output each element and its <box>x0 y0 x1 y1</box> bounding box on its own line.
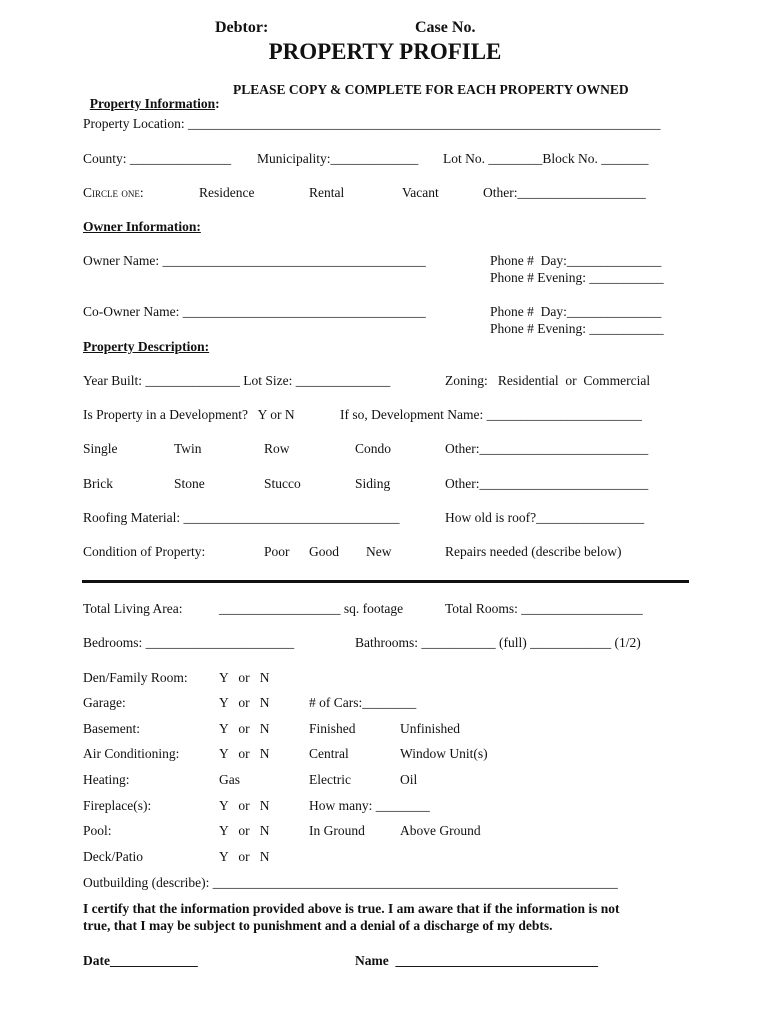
feature-label: Garage: <box>83 695 126 710</box>
date-field[interactable]: Date_____________ <box>83 953 198 968</box>
other-use-field[interactable]: Other:___________________ <box>483 185 646 200</box>
feature-yes-no[interactable]: Y or N <box>219 849 270 864</box>
municipality-field[interactable]: Municipality:_____________ <box>257 151 419 166</box>
certification-line-2: true, that I may be subject to punishment and a denial of a discharge of my debts. <box>83 918 553 933</box>
basement-finished[interactable]: Finished <box>309 721 356 736</box>
feature-label: Basement: <box>83 721 140 736</box>
condition-poor[interactable]: Poor <box>264 544 290 559</box>
material-stone[interactable]: Stone <box>174 476 205 491</box>
pool-in-ground[interactable]: In Ground <box>309 823 365 838</box>
property-information-row <box>83 83 220 110</box>
feature-label: Deck/Patio <box>83 849 143 864</box>
circle-one-label: Circle one: <box>83 185 144 200</box>
type-condo[interactable]: Condo <box>355 441 392 456</box>
heating-oil[interactable]: Oil <box>400 772 418 787</box>
feature-yes-no[interactable]: Y or N <box>219 823 270 838</box>
feature-label: Fireplace(s): <box>83 798 152 813</box>
feature-label: Heating: <box>83 772 130 787</box>
condition-label: Condition of Property: <box>83 544 206 559</box>
certification-line-1: I certify that the information provided above is true. I am aware that if the information is not <box>83 901 620 916</box>
owner-name-field[interactable]: Owner Name: _______________________________________ <box>83 253 426 268</box>
property-location-field[interactable]: Property Location: ______________________________________________________________________ <box>83 116 661 131</box>
roofing-material-field[interactable]: Roofing Material: ________________________________ <box>83 510 400 525</box>
heating-gas[interactable]: Gas <box>219 772 240 787</box>
case-number-label: Case No. <box>415 19 476 36</box>
fireplace-count-field[interactable]: How many: ________ <box>309 798 430 813</box>
feature-label: Pool: <box>83 823 112 838</box>
development-name-field[interactable]: If so, Development Name: _______________________ <box>340 407 642 422</box>
debtor-label: Debtor: <box>215 19 269 36</box>
material-other-field[interactable]: Other:_________________________ <box>445 476 649 491</box>
page-title: PROPERTY PROFILE <box>268 39 502 64</box>
feature-label: Den/Family Room: <box>83 670 188 685</box>
county-field[interactable]: County: _______________ <box>83 151 232 166</box>
bathrooms-field[interactable]: Bathrooms: ___________ (full) ____________ (1/2) <box>355 635 641 650</box>
type-single[interactable]: Single <box>83 441 118 456</box>
lot-block-field[interactable]: Lot No. ________Block No. _______ <box>443 151 649 166</box>
bedrooms-field[interactable]: Bedrooms: ______________________ <box>83 635 295 650</box>
copy-instruction: PLEASE COPY & COMPLETE FOR EACH PROPERTY OWNED <box>233 82 629 97</box>
heating-electric[interactable]: Electric <box>309 772 351 787</box>
type-other-field[interactable]: Other:_________________________ <box>445 441 649 456</box>
option-vacant[interactable]: Vacant <box>402 185 439 200</box>
year-built-lot-size-field[interactable]: Year Built: ______________ Lot Size: ______________ <box>83 373 391 388</box>
name-field[interactable]: Name ______________________________ <box>355 953 598 968</box>
type-twin[interactable]: Twin <box>174 441 202 456</box>
option-residence[interactable]: Residence <box>199 185 255 200</box>
material-siding[interactable]: Siding <box>355 476 391 491</box>
total-living-area-field[interactable]: __________________ sq. footage <box>219 601 404 616</box>
coowner-name-field[interactable]: Co-Owner Name: ____________________________________ <box>83 304 426 319</box>
property-description-heading: Property Description: <box>83 339 210 354</box>
total-living-area-label: Total Living Area: <box>83 601 183 616</box>
feature-yes-no[interactable]: Y or N <box>219 798 270 813</box>
development-question[interactable]: Is Property in a Development? Y or N <box>83 407 295 422</box>
zoning-field[interactable]: Zoning: Residential or Commercial <box>445 373 651 388</box>
feature-yes-no[interactable]: Y or N <box>219 721 270 736</box>
roof-age-field[interactable]: How old is roof?________________ <box>445 510 645 525</box>
type-row[interactable]: Row <box>264 441 290 456</box>
owner-information-heading: Owner Information: <box>83 219 201 234</box>
coowner-phone-day-field[interactable]: Phone # Day:______________ <box>490 304 662 319</box>
repairs-needed-label: Repairs needed (describe below) <box>445 544 622 559</box>
section-divider <box>82 580 689 583</box>
ac-window-units[interactable]: Window Unit(s) <box>400 746 488 761</box>
feature-yes-no[interactable]: Y or N <box>219 670 270 685</box>
property-information-heading: Property Information <box>89 95 216 111</box>
coowner-phone-evening-field[interactable]: Phone # Evening: ___________ <box>490 321 664 336</box>
condition-good[interactable]: Good <box>309 544 339 559</box>
ac-central[interactable]: Central <box>309 746 349 761</box>
number-of-cars-field[interactable]: # of Cars:________ <box>309 695 417 710</box>
condition-new[interactable]: New <box>366 544 392 559</box>
feature-yes-no[interactable]: Y or N <box>219 695 270 710</box>
material-brick[interactable]: Brick <box>83 476 113 491</box>
option-rental[interactable]: Rental <box>309 185 345 200</box>
outbuilding-field[interactable]: Outbuilding (describe): ____________________________________________________________ <box>83 875 618 890</box>
total-rooms-field[interactable]: Total Rooms: __________________ <box>445 601 643 616</box>
heading-colon: : <box>215 95 220 111</box>
feature-label: Air Conditioning: <box>83 746 180 761</box>
owner-phone-evening-field[interactable]: Phone # Evening: ___________ <box>490 270 664 285</box>
feature-yes-no[interactable]: Y or N <box>219 746 270 761</box>
material-stucco[interactable]: Stucco <box>264 476 301 491</box>
owner-phone-day-field[interactable]: Phone # Day:______________ <box>490 253 662 268</box>
basement-unfinished[interactable]: Unfinished <box>400 721 460 736</box>
pool-above-ground[interactable]: Above Ground <box>400 823 481 838</box>
